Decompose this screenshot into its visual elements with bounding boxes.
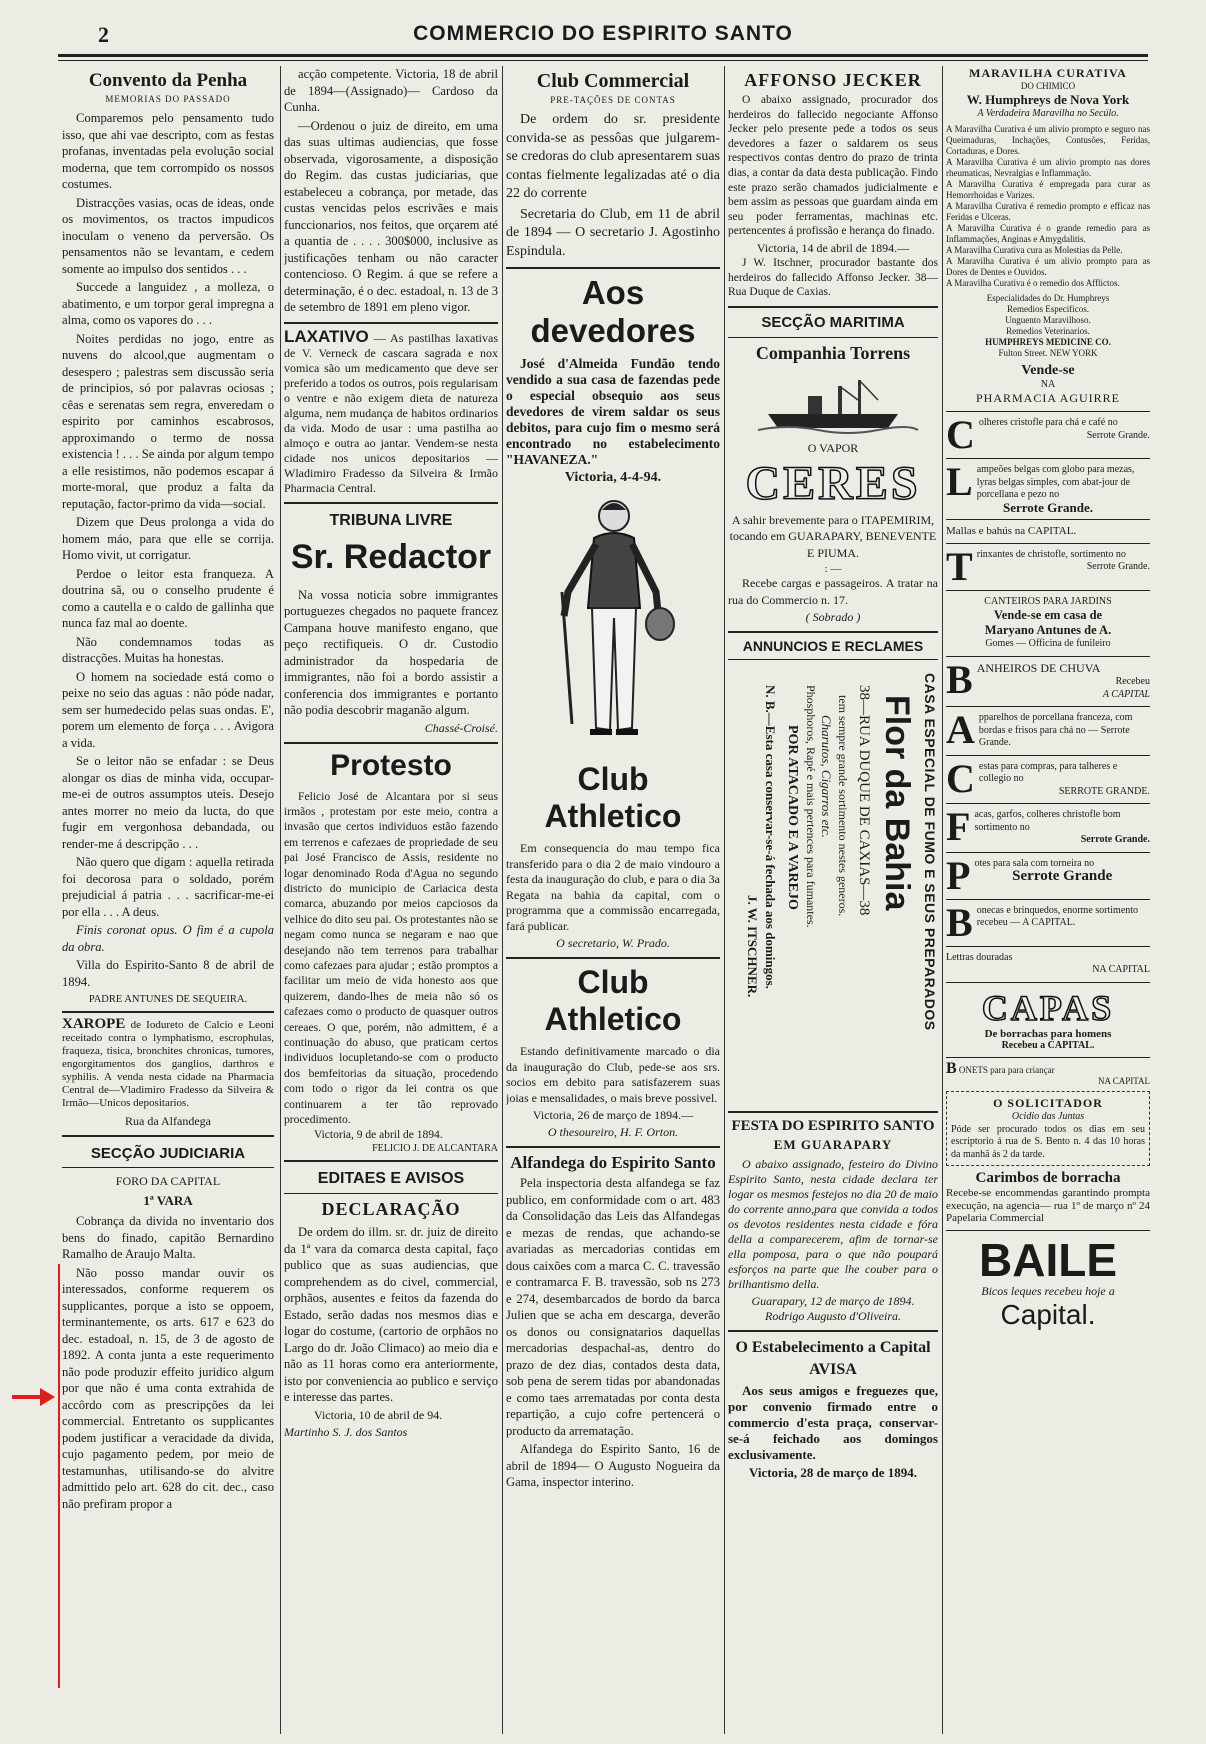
ship-name: CERES [745, 456, 921, 510]
drop-letter: L [946, 464, 973, 504]
paragraph: Succede a languidez , a molleza, o abatimento, e um torpor geral impregna a alma, como os vapores do . . . [62, 280, 274, 327]
separator [946, 755, 1150, 756]
separator [946, 543, 1150, 544]
separator [946, 899, 1150, 900]
signature: Rodrigo Augusto d'Oliveira. [764, 1309, 901, 1324]
paragraph: Felicio José de Alcantara por si seus irmãos , protestam por este meio, contra a invasão que certos individuos estão fazendo em terrenos e cafezaes de propriedade de seu pai José Francisco de Assis, residente no logar denominado Roda d'Agua no segundo districto do municipio de Cariacica desta comarca, abuzando por meios capciosos da velhice do dito seu pai. Os protestantes não se negam como nunca se negaram e nao que desejando não tem terrenos para trabalhar como cafezaes para ajudar ; estão promptos a facilitar um meio de vida honesto aos que quizerem, dando-lhes de meia não só os cafezaes como o producto de quasquer outros cereaes. O que, porém, não admittem, é a continuação do abuso, que praticam certos individuos locupletando-se com o producto dos bemfeitorias da situação, procedendo com todo o rigor da lei contra os que continuarem a ter tão reprovado procedimento. [284, 789, 498, 1127]
paragraph: Aos seus amigos e freguezes que, por convenio firmado entre o commercio d'esta praça, conservar-se-á feichado aos domingos exclusivamente. [728, 1383, 938, 1463]
column-divider [502, 66, 503, 1734]
ad-text: onecas e brinquedos, enorme sortimento recebeu — A CAPITAL. [976, 904, 1139, 928]
red-annotation-line [58, 1264, 60, 1688]
separator [946, 458, 1150, 459]
separator [728, 337, 938, 338]
ad-line: Phosphoros, Rapé e mais pertences para fumantes. [804, 685, 818, 928]
paragraph: Recebe cargas e passageiros. A tratar na rua do Commercio n. 17. [728, 576, 938, 607]
company-name: Companhia Torrens [755, 342, 911, 363]
paragraph: Dizem que Deus prolonga a vida do homem máo, para que elle se corrija. Homo vivit, ut corrigatur. [62, 515, 274, 562]
ad-text: rinxantes de christofle, sortimento no [976, 548, 1126, 560]
ad-text: olheres cristofle para chá e café no [978, 417, 1118, 428]
ad-item: A Maravilha Curativa é empregada para curar as Hemorrhoidas e Varizes. [946, 178, 1150, 200]
paragraph: Não quero que digam : aquella retirada foi decorosa para o soldado, porém prejudicial á patria . . . sacrificar-me-ei por ella . . . A deus. [62, 855, 274, 919]
section-title: EDITAES E AVISOS [317, 1170, 465, 1188]
ad-item: A Maravilha Curativa é remedio prompto e efficaz nas Feridas e Ulceras. [946, 200, 1150, 222]
baile-title: BAILE [979, 1233, 1117, 1286]
ad-text: ONETS para para criançar [958, 1065, 1055, 1075]
signature: O secretario, W. Prado. [556, 936, 670, 950]
signature: FELICIO J. DE ALCANTARA [372, 1143, 498, 1155]
separator [284, 742, 498, 744]
ad-signature: J. W. ITSCHNER. [745, 895, 760, 998]
article-title: FESTA DO ESPIRITO SANTO [731, 1118, 935, 1135]
column-2 [284, 66, 498, 1734]
ad-sub: A Verdadeira Maravilha no Secúlo. [977, 108, 1119, 119]
separator [946, 946, 1150, 947]
masthead-rule-thin [58, 60, 1148, 61]
ad-body: Póde ser procurado todos os dias em seu escriptorio á rua de S. Bento n. 4 das 10 horas da manhã ás 2 da tarde. [951, 1123, 1145, 1160]
drop-letter: B [946, 904, 973, 941]
section-title: SECÇÃO JUDICIARIA [90, 1145, 246, 1162]
paragraph: De ordem do illm. sr. dr. juiz de direito da 1ª vara da comarca desta capital, faço publico que as suas audiencias, que comprehendem as do civel, commercial, orphãos, ausentes e feitos da fazenda do Estado, serão dadas nos mesmos dias e logar do costume, (cartorio de orphãos no Largo do dr. João Climaco) ao meio dia e não as 11 horas como era anteriormente, isto por conveniencia ao publico e serviço e interesse das partes. [284, 1225, 498, 1405]
column-divider [280, 66, 281, 1734]
ad-item: A Maravilha Curativa é o grande remedio para as Inflammações, Anginas e Amygdalitis. [946, 222, 1150, 244]
separator [62, 1167, 274, 1168]
separator [946, 852, 1150, 853]
forum-label: FORO DA CAPITAL [115, 1174, 221, 1188]
masthead-rule [58, 54, 1148, 57]
paragraph: Estando definitivamente marcado o dia da inauguração do Club, pede-se aos srs. socios em debito para satisfazerem suas joias e mensalidades, o mais breve possivel. [506, 1044, 720, 1105]
bonecas-ad [946, 905, 1150, 941]
serrote-ad [946, 417, 1150, 453]
paragraph: De ordem do sr. presidente convida-se as pessôas que julgarem-se credoras do club apresentarem suas contas fielmente legalizadas até o dia 22 do corrente [506, 112, 720, 201]
red-arrow-icon [10, 1386, 56, 1408]
ad-item: A Maravilha Curativa é o remedio dos Afflictos. [946, 277, 1120, 288]
potes-ad [946, 858, 1150, 894]
separator [728, 1111, 938, 1113]
ad-sub: W. Humphreys de Nova York [966, 92, 1130, 107]
ad-shop: Serrote Grande. [1002, 499, 1094, 514]
ad-sub: DO CHIMICO [1020, 81, 1076, 91]
separator [506, 957, 720, 959]
xarope-ad [62, 1018, 274, 1110]
separator [506, 1146, 720, 1148]
athlete-illustration [506, 488, 720, 754]
headline: Club Athletico [544, 761, 682, 834]
separator [284, 1193, 498, 1194]
separator [506, 267, 720, 269]
ad-item: A Maravilha Curativa é um alivio prompto e seguro nas Queimaduras, Inchações, Contusões, Feridas, Cortaduras, e Dores. [946, 123, 1150, 156]
separator [946, 519, 1150, 520]
newspaper-title: COMMERCIO DO ESPIRITO SANTO [413, 22, 793, 45]
ad-address: 38—RUA DUQUE DE CAXIAS—38 [856, 685, 872, 916]
paragraph: A sahir brevemente para o ITAPEMIRIM, tocando em GUARAPARY, BENEVENTE E PIUMA. [729, 512, 937, 560]
column-divider [942, 66, 943, 1734]
serrote-ad [946, 464, 1150, 514]
date: Victoria, 26 de março de 1894.— [532, 1108, 694, 1122]
drop-letter: T [946, 548, 973, 585]
separator [284, 322, 498, 324]
article-title: O Estabelecimento a Capital AVISA [735, 1339, 931, 1379]
ad-shop: NA CAPITAL [1097, 1076, 1150, 1086]
ad-line: Recebeu a CAPITAL. [1001, 1039, 1095, 1051]
ad-line: Remedios Especificos. [1007, 303, 1089, 314]
separator [946, 590, 1150, 591]
ad-line: NA [1040, 378, 1056, 390]
signature: Secretaria do Club, em 11 de abril de 1894 — O secretario J. Agostinho Espindula. [506, 206, 720, 259]
article-subtitle: PRE-TAÇÕES DE CONTAS [550, 95, 676, 105]
separator [284, 502, 498, 504]
ad-line: POR ATACADO E A VAREJO [785, 725, 800, 911]
section-title: TRIBUNA LIVRE [329, 511, 453, 529]
ad-item: A Maravilha Curativa é um alivio prompto para as Dores de Dentes e Ouvidos. [946, 255, 1150, 277]
cestas-ad [946, 761, 1150, 799]
article-title: Convento da Penha [88, 70, 248, 91]
drop-letter: C [946, 417, 975, 453]
column-4 [728, 66, 938, 1734]
paragraph: O homem na sociedade está como o peixe no seio das aguas : não póde nadar, sem ser humedecido pelas suas ondas. E', porem um elemento de força . . . Avigora a vida. [62, 669, 274, 750]
ad-header: CASA ESPECIAL DE FUMO E SEUS PREPARADOS [922, 673, 938, 1031]
section-title: ANNUNCIOS E RECLAMES [742, 638, 924, 655]
ad-line: Gomes — Officina de funileiro [985, 638, 1111, 649]
ad-shop: Serrote Grande. [1086, 429, 1150, 441]
signature: Chassé-Croisé. [424, 720, 498, 735]
drop-letter: A [946, 712, 975, 750]
ad-text: pparelhos de porcellana franceza, com bordas e frisos para chá no — Serrote Grande. [978, 712, 1133, 748]
ad-line: NA CAPITAL [1092, 964, 1150, 975]
ad-line: Maryano Antunes de A. [984, 623, 1112, 637]
paragraph: Na vossa noticia sobre immigrantes portuguezes chegados no paquete francez Campana houve manifesto engano, que peço rectifiqueis. O dr. Custodio administrador da hospedaria de immigrantes, não foi a bordo assistir a conferencia dos immigrantes e portanto não podia descobrir maganão algum. [284, 587, 498, 717]
capas-title: CAPAS [981, 987, 1115, 1028]
masthead [58, 14, 1148, 54]
article-subtitle: EM GUARAPARY [773, 1137, 893, 1153]
paragraph: O abaixo assignado, procurador dos herdeiros do fallecido negociante Affonso Jecker pelo presente pede a todos os seus devedores a fazer o saldarem os seus respectivos contas dentro do prazo de trinta dias, a contar da data desta publicação. Findo este prazo serão chamados judicialmente e bem assim as pessoas que guardam ainda em seu poder ferramentas, machinas etc. pertencentes á profissão e herança do finado. [728, 94, 938, 238]
section-subtitle: DECLARAÇÃO [321, 1199, 461, 1220]
separator [946, 1230, 1150, 1231]
ad-text: acas, garfos, colheres christofle bom sortimento no [974, 809, 1121, 833]
ad-shop: SERROTE GRANDE. [1058, 785, 1150, 797]
ad-title: LAXATIVO [284, 326, 369, 346]
headline: Aos devedores [530, 274, 696, 349]
vapor-label: O VAPOR [807, 440, 859, 455]
ad-text: ampeões belgas com globo para mezas, lyras belgas simples, com abat-jour de porcellana e pezo no [976, 464, 1135, 500]
drop-letter: B [946, 661, 973, 701]
section-title: SECÇÃO MARITIMA [761, 313, 905, 331]
paragraph: Pela inspectoria desta alfandega se faz publico, em conformidade com o art. 483 da Consolidação das Leis das Alfandegas e mezas de rendas, que achando-se avariadas as mercadorias contidas em dous caixões com a marca C. C. travessão e contramarca F. B. travessão, sob ns 273 e 274, desembarcados de bordo da barca Julien que se acha em descarga, deverão os donos ou consignatarios daquellas mercadorias despachal-as, dentro do prazo de dez dias, contados desta data, sob pena de serem tidas por abandonadas e como taes arrematadas por conta desta repartição, a cujo cofre pertencerá o producto da arrematação. [506, 1176, 720, 1438]
ad-line: Vende-se em casa de [993, 608, 1103, 622]
ad-title: O SOLICITADOR [993, 1096, 1103, 1110]
article-title: AFFONSO JECKER [744, 70, 922, 90]
signature: Alfandega do Espirito Santo, 16 de abril de 1894— O Augusto Nogueira da Gama, inspector interino. [506, 1442, 720, 1489]
signature: J W. Itschner, procurador bastante dos herdeiros do fallecido Affonso Jecker. 38—Rua Duque de Caxias. [728, 256, 938, 299]
ad-shop: Serrote Grande [1012, 868, 1113, 884]
drop-letter: P [946, 857, 971, 894]
ad-shop: A CAPITAL [1102, 688, 1150, 700]
paragraph: acção competente. Victoria, 18 de abril de 1894—(Assignado)— Cardoso da Cunha. [284, 67, 498, 114]
separator [284, 1160, 498, 1162]
column-3 [506, 66, 720, 1734]
paragraph: Noites perdidas no jogo, entre as nuvens do alcool,que augmentam o desespero ; palestras sem discussão seria de principios, só por palavras ociosas ; cêas e serenatas sem regra, enveredam o espirito por caminhos escabrosos, approximando o termo de nossa existencia ! . . . Se ainda por algum tempo a elle resistimos, não podemos escapar á morte-moral, que produz a falta da reputação, factor-primo da vida—social. [62, 331, 274, 511]
separator [728, 631, 938, 633]
paragraph: Não condemnamos todas as distracções. Muitas ha honestas. [62, 634, 274, 665]
separator [62, 1011, 274, 1013]
ad-line: De borrachas para homens [984, 1027, 1112, 1040]
article-title: Club Commercial [536, 70, 690, 92]
ad-line: Lettras douradas [946, 951, 1013, 963]
ad-shop: Serrote Grande. [1080, 834, 1150, 845]
ad-title: MARAVILHA CURATIVA [969, 66, 1127, 80]
ad-body: Recebe-se encommendas garantindo prompta execução, na agencia— rua 1º de março nº 24 Papelaria Commercial [946, 1187, 1150, 1224]
ad-line: PHARMACIA AGUIRRE [975, 391, 1121, 405]
ad-line: Especialidades do Dr. Humphreys [986, 292, 1110, 303]
ad-line: Vende-se [1021, 362, 1075, 378]
drop-letter: B [946, 1060, 957, 1077]
paragraph: Perdoe o leitor esta franqueza. A doutrina sã, ou o conselho prudente é como a cautella e o caldo de gallinha que nunca faz mal ao doente. [62, 566, 274, 630]
separator [946, 656, 1150, 657]
apparelhos-ad [946, 712, 1150, 750]
steamship-icon [728, 366, 938, 436]
ad-shop: Serrote Grande. [1086, 561, 1150, 572]
ad-text: otes para sala com torneira no [974, 857, 1095, 869]
laxativo-ad [284, 326, 498, 496]
separator [946, 1057, 1150, 1058]
solicitador-ad [946, 1091, 1150, 1166]
article-title: Alfandega do Espirito Santo [510, 1153, 716, 1172]
ad-line: HUMPHREYS MEDICINE CO. [985, 336, 1111, 347]
separator [728, 306, 938, 308]
paragraph: —Ordenou o juiz de direito, em uma das suas ultimas audiencias, que fosse observada, vigorosamente, a disposição do Regim. das custas judiciarias, que estabeleceu a cobrança, por metade, das custas vencidas pelos escrivães e mais funccionarios, nos feitos, que orçarem até a quantia de . . . . 300$000, inclusive as justificações tenham ou não caracter contencioso. O Regim. á que se refere a determinação, é o dec. estadoal, n. 13 de 3 de setembro de 1891 em pleno vigor. [284, 118, 498, 314]
paragraph: O abaixo assignado, festeiro do Divino Espirito Santo, nesta cidade declara ter logar os mesmos festejos no dia 20 de maio do corrente anno,para que convida a todos os devotos residentes nesta cidade e fóra della a comparecerem, afim de tornar-se ella pomposa, para o que não poupará esforços na parte que lhe couber para o brilhantismo della. [728, 1157, 938, 1292]
signature: Martinho S. J. dos Santos [284, 1424, 408, 1439]
ad-title: XAROPE [62, 1016, 126, 1032]
drop-letter: F [946, 809, 971, 847]
dash: : — [824, 563, 842, 576]
date: Victoria, 10 de abril de 94. [314, 1407, 443, 1422]
separator [728, 659, 938, 660]
trinxantes-ad [946, 549, 1150, 585]
vara-label: 1ª VARA [143, 1193, 193, 1208]
page-number: 2 [98, 22, 109, 47]
ad-item: A Maravilha Curativa é um alivio prompto nas dores rheumaticas, Nevralgias e Inflammação. [946, 156, 1150, 178]
ad-item: A Maravilha Curativa cura as Molestias da Pelle. [946, 244, 1123, 255]
paragraph: Distracções vasias, ocas de ideas, onde os movimentos, os tractos impudicos inoculam o veneno da perversão. Os pensamentos não se levantam, e cedem somente ao impulso dos sentidos . . . [62, 195, 274, 276]
sobrado-label: ( Sobrado ) [805, 610, 861, 625]
paragraph: Cobrança da divida no inventario dos bens do finado, capitão Bernardino Ramalho de Araujo Malta. [62, 1214, 274, 1261]
paragraph: Não posso mandar ouvir os interessados, conforme requerem os supplicantes, porque a isto se oppoem, terminantemente, os arts. 617 e 623 do dec. estadoal, n. 15, de 3 de agosto de 1892. A conta junta a este requerimento não pode produzir effeito juridico algum por que não é uma conta extrahida de accôrdo com as prescripções da lei commercial. Entretanto os supplicantes podem justificar a veracidade da divida, cujo pagamento pedem, por meio de testamunhas, utilisando-se do alvitre admittido pelo art. 628 do cit. dec., caso não prefiram propor a [62, 1265, 274, 1511]
ad-line: tem sempre grande sortimento nestes generos. [836, 695, 850, 917]
ad-name: Ocidio das Juntas [1011, 1111, 1085, 1122]
headline: Protesto [330, 748, 452, 782]
drop-letter: C [946, 760, 975, 798]
ad-text: ANHEIROS DE CHUVA [976, 661, 1101, 675]
ad-body: — As pastilhas laxativas de V. Verneck de cascara sagrada e nox vomica são um medicamento que deve ser preferido a todos os outros, pois regularisam o ventre e não exigem dieta de natureza alguma, nem mudança de habitos ordinarios da vida. Modo de usar : uma pastilha ao almoço e outra ao jantar. Vendem-se nesta cidade nos unicos depositarios — Wladimiro Fradesso da Silveira & Irmão Pharmacia Central. [284, 330, 498, 495]
date: Victoria, 9 de abril de 1894. [314, 1129, 443, 1142]
ad-line: Capital. [1000, 1298, 1096, 1330]
separator [946, 803, 1150, 804]
ad-title: Carimbos de borracha [975, 1170, 1121, 1186]
ad-line: Charutos, Cigarros etc. [819, 715, 834, 839]
ad-shop-name: Flor da Bahia [878, 695, 916, 911]
paragraph: Finis coronat opus. O fim é a cupola da obra. [62, 923, 274, 954]
ad-title: CANTEIROS PARA JARDINS [984, 595, 1112, 607]
ad-items [946, 124, 1150, 289]
date: Victoria, 14 de abril de 1894.— [756, 240, 910, 255]
signature: O thesoureiro, H. F. Orton. [547, 1125, 679, 1139]
ad-extra: Recebeu [1115, 676, 1150, 687]
separator [946, 706, 1150, 707]
column-divider [724, 66, 725, 1734]
column-1 [62, 66, 274, 1734]
ad-text: estas para compras, para talheres e collegio no [978, 760, 1118, 784]
paragraph: Em consequencia do mau tempo fica transferido para o dia 2 de maio vindouro a festa da inauguração do club, e para o dia 3a Regata na bahia da capital, com o programma que a commissão encarregada, fará publicar. [506, 841, 720, 933]
date: Guarapary, 12 de março de 1894. [751, 1294, 915, 1309]
separator [946, 411, 1150, 412]
article-subtitle: MEMORIAS DO PASSADO [105, 94, 231, 104]
column-5 [946, 66, 1150, 1734]
separator [62, 1135, 274, 1137]
facas-ad [946, 809, 1150, 847]
vertical-ad [728, 665, 938, 1105]
date: Victoria, 28 de março de 1894. [748, 1465, 918, 1481]
signature: PADRE ANTUNES DE SEQUEIRA. [88, 994, 248, 1005]
bonets-ad [946, 1060, 1150, 1087]
ad-line: Remedios Veterinarios. [1006, 325, 1090, 336]
banheiros-ad [946, 662, 1150, 702]
separator [946, 982, 1150, 983]
ad-address: Rua da Alfandega [125, 1114, 211, 1128]
ad-line: Bicos leques recebeu hoje a [981, 1283, 1115, 1298]
ad-line: N. B.—Esta casa conservar-se-á fechada aos domingos. [763, 685, 778, 990]
paragraph: Se o leitor não se enfadar : se Deus alongar os dias de minha vida, occupar-me-ei de outros assumptos uteis. Desejo antes morrer no meio da lucta, do que fugir em vergonhosa debandada, ou render-me á descripção . . . [62, 754, 274, 851]
ad-line: Mallas e bahús na CAPITAL. [946, 525, 1077, 537]
ad-body: de Iodureto de Calcio e Leoni receitado contra o lymphatismo, escrophulas, fraqueza, tisica, bronchites chronicas, tumores, engorgitamentos dos ganglios, darthros e syphilis. A venda nesta cidade na Pharmacia Central de—Vladimiro Fradesso da Silveira & Irmão—Unicos depositarios. [62, 1019, 274, 1109]
ad-line: Unguento Maravilhoso. [1005, 314, 1091, 325]
headline: Club Athletico [544, 964, 682, 1037]
date: Victoria, 4-4-94. [564, 470, 662, 485]
paragraph: José d'Almeida Fundão tendo vendido a sua casa de fazendas pede o especial obsequio aos seus devedores de virem saldar os seus debitos, para cujo fim o mesmo será encontrado no estabelecimento "HAVANEZA." [506, 356, 720, 467]
headline: Sr. Redactor [290, 537, 492, 576]
separator [728, 1330, 938, 1332]
ad-line: Fulton Street. NEW YORK [998, 347, 1098, 358]
paragraph: Comparemos pelo pensamento tudo isso, que ahi vae descripto, com as festas profanas, inventadas pela evolução social moderna, que tem corrompido os nossos costumes. [62, 111, 274, 191]
paragraph: Villa do Espirito-Santo 8 de abril de 1894. [62, 958, 274, 989]
